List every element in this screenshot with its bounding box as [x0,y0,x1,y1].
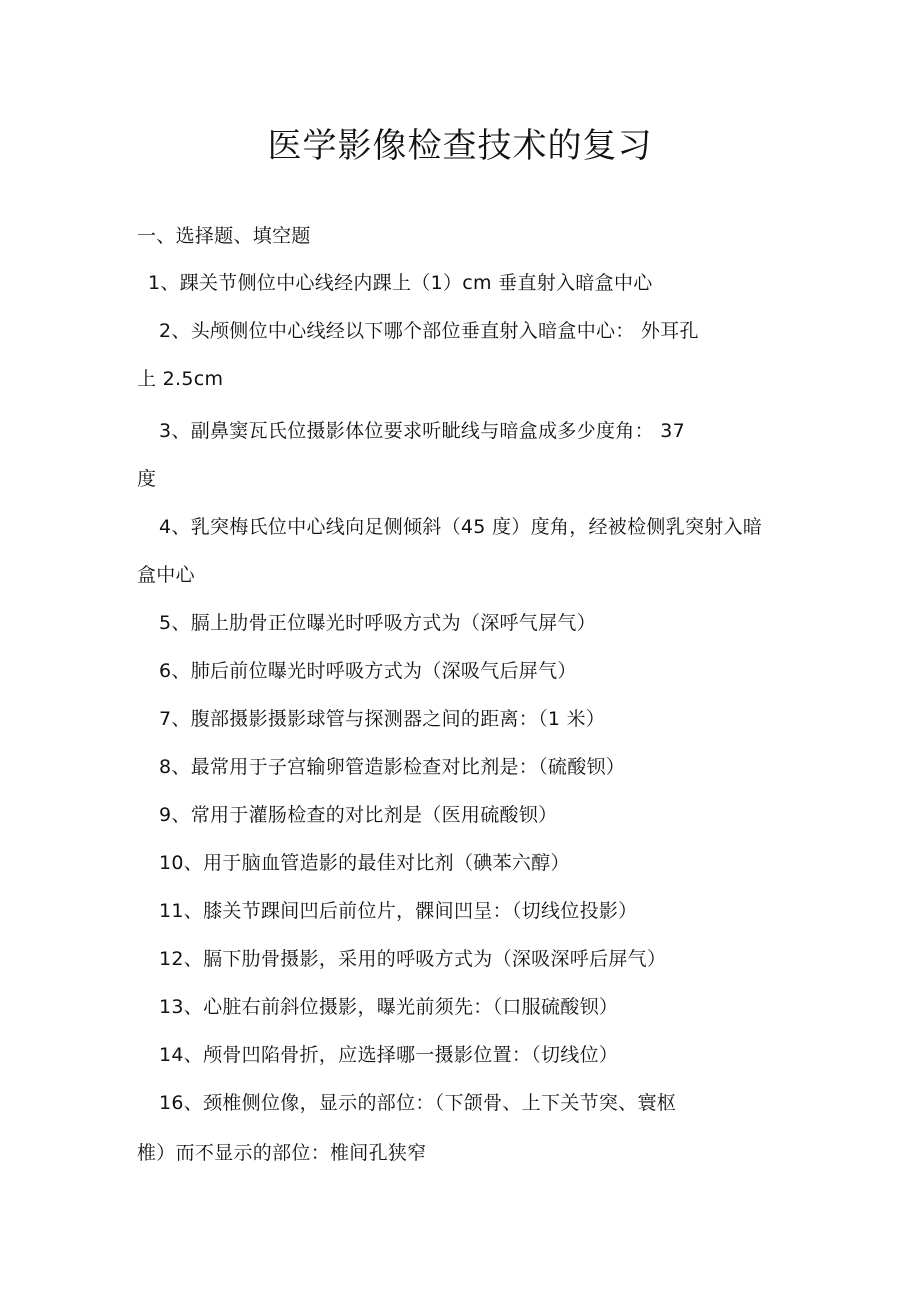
question-line-continuation: 椎）而不显示的部位：椎间孔狭窄 [137,1142,427,1164]
document-title: 医学影像检查技术的复习 [267,126,653,166]
question-line: 1、踝关节侧位中心线经内踝上（1）cm 垂直射入暗盒中心 [148,272,653,294]
question-line: 12、膈下肋骨摄影，采用的呼吸方式为（深吸深呼后屏气） [159,948,667,970]
section-heading: 一、选择题、填空题 [137,225,311,247]
question-line: 9、常用于灌肠检查的对比剂是（医用硫酸钡） [159,804,558,826]
question-line: 8、最常用于子宫输卵管造影检查对比剂是：（硫酸钡） [159,756,626,778]
question-line: 7、腹部摄影摄影球管与探测器之间的距离：（1 米） [159,708,606,730]
question-line: 11、膝关节踝间凹后前位片，髁间凹呈：（切线位投影） [159,900,638,922]
question-line: 13、心脏右前斜位摄影，曝光前须先：（口服硫酸钡） [159,996,619,1018]
question-line-continuation: 上 2.5cm [137,368,224,390]
question-line: 10、用于脑血管造影的最佳对比剂（碘苯六醇） [159,852,570,874]
question-line-continuation: 盒中心 [137,564,195,586]
question-line: 3、副鼻窦瓦氏位摄影体位要求听眦线与暗盒成多少度角： 37 [159,420,686,442]
question-line: 2、头颅侧位中心线经以下哪个部位垂直射入暗盒中心： 外耳孔 [159,320,699,342]
question-line-continuation: 度 [137,468,157,490]
question-line: 14、颅骨凹陷骨折，应选择哪一摄影位置：（切线位） [159,1044,619,1066]
question-line: 4、乳突梅氏位中心线向足侧倾斜（45 度）度角，经被检侧乳突射入暗 [159,516,763,538]
question-line: 5、膈上肋骨正位曝光时呼吸方式为（深呼气屏气） [159,612,596,634]
question-line: 16、颈椎侧位像，显示的部位：（下颌骨、上下关节突、寰枢 [159,1092,677,1114]
question-line: 6、肺后前位曝光时呼吸方式为（深吸气后屏气） [159,660,577,682]
